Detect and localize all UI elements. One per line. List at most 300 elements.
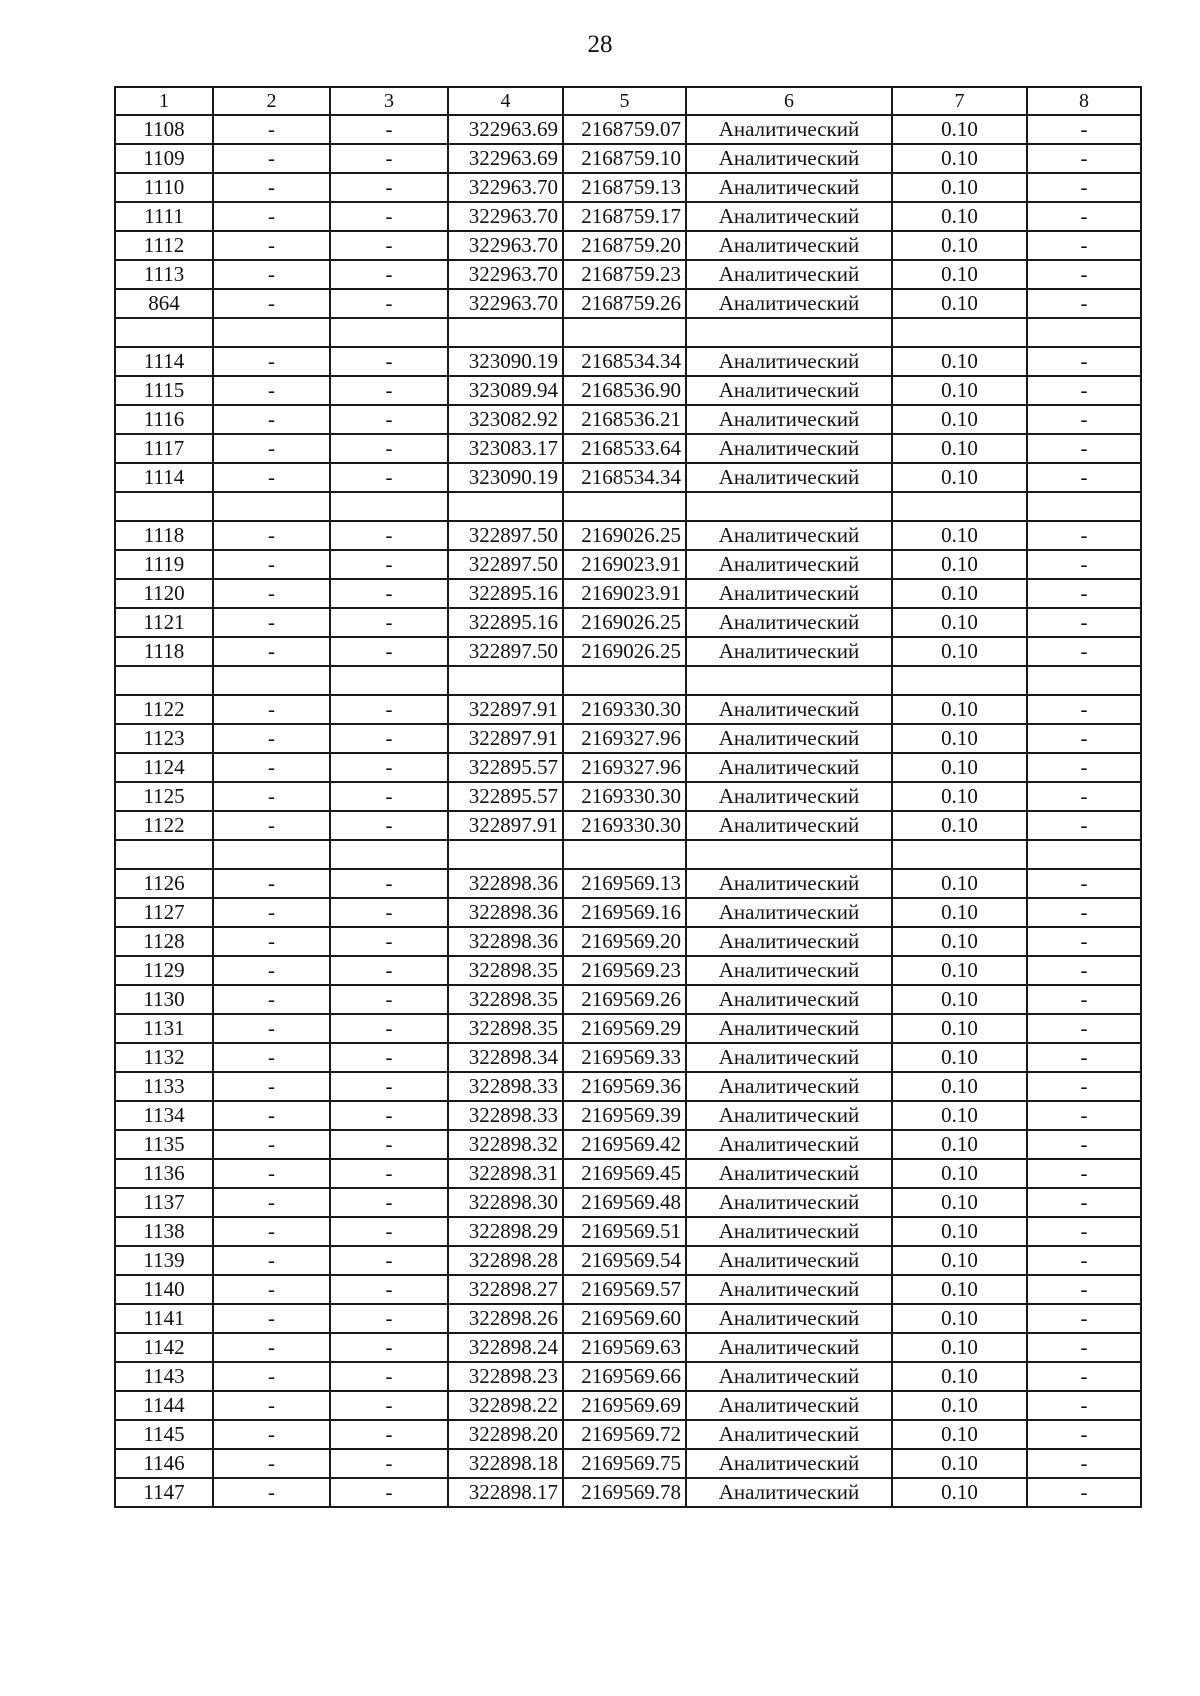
accuracy-cell: 0.10 [892,1159,1027,1188]
accuracy-cell: 0.10 [892,956,1027,985]
col3-cell: - [330,115,448,144]
accuracy-cell: 0.10 [892,550,1027,579]
y-coordinate-cell [563,492,686,521]
point-number-cell: 1116 [115,405,213,434]
method-cell: Аналитический [686,985,892,1014]
table-row [115,608,1141,637]
x-coordinate-cell: 322963.70 [448,260,563,289]
method-cell: Аналитический [686,1391,892,1420]
accuracy-cell [892,492,1027,521]
col8-cell: - [1027,202,1141,231]
col2-cell: - [213,202,330,231]
col8-cell: - [1027,1391,1141,1420]
x-coordinate-cell: 323082.92 [448,405,563,434]
col3-cell: - [330,347,448,376]
col2-cell: - [213,144,330,173]
y-coordinate-cell: 2168759.23 [563,260,686,289]
accuracy-cell: 0.10 [892,1246,1027,1275]
y-coordinate-cell: 2169569.78 [563,1478,686,1507]
point-number-cell: 1112 [115,231,213,260]
y-coordinate-cell: 2169569.63 [563,1333,686,1362]
col8-cell: - [1027,1043,1141,1072]
method-cell [686,666,892,695]
table-row [115,1362,1141,1391]
method-cell: Аналитический [686,434,892,463]
blank-separator-row [115,492,1141,521]
y-coordinate-cell: 2169569.51 [563,1217,686,1246]
accuracy-cell: 0.10 [892,1072,1027,1101]
col8-cell: - [1027,1014,1141,1043]
col2-cell: - [213,724,330,753]
table-row [115,260,1141,289]
table-row [115,579,1141,608]
table-row [115,231,1141,260]
point-number-cell: 1132 [115,1043,213,1072]
method-cell: Аналитический [686,1478,892,1507]
col2-cell [213,492,330,521]
col3-cell: - [330,637,448,666]
accuracy-cell: 0.10 [892,869,1027,898]
y-coordinate-cell: 2169569.33 [563,1043,686,1072]
accuracy-cell: 0.10 [892,173,1027,202]
y-coordinate-cell: 2169569.69 [563,1391,686,1420]
y-coordinate-cell [563,318,686,347]
accuracy-cell: 0.10 [892,927,1027,956]
point-number-cell: 1126 [115,869,213,898]
method-cell: Аналитический [686,521,892,550]
table-row [115,1420,1141,1449]
method-cell: Аналитический [686,550,892,579]
x-coordinate-cell: 322963.70 [448,289,563,318]
method-cell: Аналитический [686,579,892,608]
accuracy-cell: 0.10 [892,376,1027,405]
accuracy-cell: 0.10 [892,695,1027,724]
col2-cell: - [213,231,330,260]
x-coordinate-cell: 322898.26 [448,1304,563,1333]
x-coordinate-cell: 323083.17 [448,434,563,463]
x-coordinate-cell: 322898.24 [448,1333,563,1362]
point-number-cell [115,318,213,347]
x-coordinate-cell: 322898.17 [448,1478,563,1507]
col2-cell: - [213,1478,330,1507]
col8-cell: - [1027,144,1141,173]
col2-cell: - [213,434,330,463]
col3-cell: - [330,985,448,1014]
column-header: 2 [213,87,330,115]
x-coordinate-cell: 322895.16 [448,608,563,637]
y-coordinate-cell: 2169569.16 [563,898,686,927]
blank-separator-row [115,318,1141,347]
y-coordinate-cell: 2169569.48 [563,1188,686,1217]
y-coordinate-cell: 2169569.20 [563,927,686,956]
y-coordinate-cell: 2168759.10 [563,144,686,173]
accuracy-cell: 0.10 [892,144,1027,173]
col3-cell: - [330,1072,448,1101]
method-cell: Аналитический [686,811,892,840]
point-number-cell: 864 [115,289,213,318]
column-header: 1 [115,87,213,115]
accuracy-cell: 0.10 [892,1130,1027,1159]
y-coordinate-cell: 2169023.91 [563,579,686,608]
accuracy-cell: 0.10 [892,1304,1027,1333]
method-cell: Аналитический [686,898,892,927]
point-number-cell: 1122 [115,811,213,840]
x-coordinate-cell: 322898.32 [448,1130,563,1159]
col2-cell: - [213,115,330,144]
table-row [115,405,1141,434]
col3-cell: - [330,1362,448,1391]
x-coordinate-cell: 322963.69 [448,144,563,173]
col8-cell: - [1027,1101,1141,1130]
col2-cell: - [213,1275,330,1304]
method-cell: Аналитический [686,1130,892,1159]
x-coordinate-cell: 322898.23 [448,1362,563,1391]
table-row [115,550,1141,579]
point-number-cell: 1147 [115,1478,213,1507]
method-cell: Аналитический [686,956,892,985]
col2-cell: - [213,521,330,550]
col3-cell: - [330,1304,448,1333]
col2-cell: - [213,463,330,492]
column-header: 4 [448,87,563,115]
method-cell: Аналитический [686,1014,892,1043]
point-number-cell: 1144 [115,1391,213,1420]
col3-cell: - [330,579,448,608]
y-coordinate-cell: 2169026.25 [563,637,686,666]
column-header: 6 [686,87,892,115]
accuracy-cell [892,666,1027,695]
column-header: 7 [892,87,1027,115]
point-number-cell: 1118 [115,521,213,550]
col3-cell: - [330,289,448,318]
point-number-cell: 1121 [115,608,213,637]
method-cell [686,492,892,521]
x-coordinate-cell: 322897.91 [448,724,563,753]
point-number-cell: 1145 [115,1420,213,1449]
table-row [115,1159,1141,1188]
col2-cell: - [213,1072,330,1101]
x-coordinate-cell: 322898.18 [448,1449,563,1478]
x-coordinate-cell: 322963.70 [448,202,563,231]
y-coordinate-cell: 2169569.54 [563,1246,686,1275]
col3-cell: - [330,1449,448,1478]
col3-cell: - [330,144,448,173]
point-number-cell [115,492,213,521]
table-row [115,202,1141,231]
accuracy-cell: 0.10 [892,1333,1027,1362]
method-cell: Аналитический [686,144,892,173]
col2-cell: - [213,1362,330,1391]
y-coordinate-cell: 2168759.26 [563,289,686,318]
column-header: 3 [330,87,448,115]
col3-cell: - [330,869,448,898]
col2-cell: - [213,811,330,840]
accuracy-cell: 0.10 [892,782,1027,811]
accuracy-cell: 0.10 [892,579,1027,608]
table-row [115,1391,1141,1420]
col8-cell: - [1027,1420,1141,1449]
col8-cell: - [1027,811,1141,840]
col2-cell: - [213,637,330,666]
col3-cell [330,492,448,521]
col8-cell: - [1027,1159,1141,1188]
col2-cell: - [213,1304,330,1333]
col8-cell: - [1027,260,1141,289]
y-coordinate-cell: 2169330.30 [563,782,686,811]
col3-cell: - [330,811,448,840]
col3-cell: - [330,463,448,492]
col2-cell: - [213,1246,330,1275]
col8-cell: - [1027,927,1141,956]
table-row [115,1014,1141,1043]
x-coordinate-cell: 322895.16 [448,579,563,608]
point-number-cell: 1123 [115,724,213,753]
col3-cell [330,666,448,695]
x-coordinate-cell: 322898.22 [448,1391,563,1420]
table-row [115,289,1141,318]
col2-cell [213,840,330,869]
col3-cell: - [330,1014,448,1043]
col2-cell: - [213,376,330,405]
y-coordinate-cell: 2169569.36 [563,1072,686,1101]
accuracy-cell: 0.10 [892,1101,1027,1130]
table-row [115,927,1141,956]
accuracy-cell: 0.10 [892,1188,1027,1217]
col3-cell: - [330,550,448,579]
col3-cell: - [330,434,448,463]
y-coordinate-cell: 2169569.39 [563,1101,686,1130]
accuracy-cell: 0.10 [892,1275,1027,1304]
col3-cell: - [330,260,448,289]
table-row [115,1246,1141,1275]
table-row [115,1478,1141,1507]
col3-cell: - [330,608,448,637]
point-number-cell: 1127 [115,898,213,927]
accuracy-cell: 0.10 [892,898,1027,927]
method-cell: Аналитический [686,173,892,202]
y-coordinate-cell: 2168534.34 [563,463,686,492]
x-coordinate-cell: 322897.50 [448,521,563,550]
col3-cell: - [330,1420,448,1449]
accuracy-cell [892,840,1027,869]
col2-cell: - [213,1014,330,1043]
col8-cell: - [1027,898,1141,927]
col8-cell: - [1027,1478,1141,1507]
table-row [115,637,1141,666]
col2-cell: - [213,927,330,956]
y-coordinate-cell: 2169026.25 [563,608,686,637]
page-number: 28 [587,31,613,58]
method-cell: Аналитический [686,1246,892,1275]
col8-cell: - [1027,724,1141,753]
col8-cell: - [1027,956,1141,985]
col3-cell [330,840,448,869]
point-number-cell: 1142 [115,1333,213,1362]
col3-cell: - [330,405,448,434]
method-cell: Аналитический [686,260,892,289]
table-row [115,1304,1141,1333]
table-row [115,1130,1141,1159]
method-cell: Аналитический [686,1449,892,1478]
col8-cell: - [1027,869,1141,898]
col2-cell: - [213,1217,330,1246]
table-body [115,115,1141,1507]
point-number-cell: 1128 [115,927,213,956]
method-cell: Аналитический [686,405,892,434]
col8-cell: - [1027,376,1141,405]
x-coordinate-cell: 323090.19 [448,463,563,492]
col8-cell: - [1027,1188,1141,1217]
table-row [115,521,1141,550]
col3-cell: - [330,1275,448,1304]
col3-cell: - [330,1217,448,1246]
y-coordinate-cell: 2168534.34 [563,347,686,376]
x-coordinate-cell [448,492,563,521]
point-number-cell: 1136 [115,1159,213,1188]
accuracy-cell: 0.10 [892,753,1027,782]
table-row [115,1449,1141,1478]
y-coordinate-cell: 2169327.96 [563,724,686,753]
col8-cell: - [1027,347,1141,376]
method-cell: Аналитический [686,1304,892,1333]
y-coordinate-cell: 2168536.90 [563,376,686,405]
table-row [115,985,1141,1014]
x-coordinate-cell: 322898.20 [448,1420,563,1449]
point-number-cell: 1134 [115,1101,213,1130]
y-coordinate-cell: 2169569.57 [563,1275,686,1304]
column-header: 8 [1027,87,1141,115]
table-row [115,956,1141,985]
y-coordinate-cell: 2168533.64 [563,434,686,463]
x-coordinate-cell: 323090.19 [448,347,563,376]
col2-cell: - [213,260,330,289]
y-coordinate-cell: 2169569.42 [563,1130,686,1159]
method-cell: Аналитический [686,608,892,637]
table-row [115,1188,1141,1217]
col2-cell: - [213,1159,330,1188]
col3-cell: - [330,1478,448,1507]
col8-cell: - [1027,521,1141,550]
col3-cell: - [330,521,448,550]
point-number-cell: 1109 [115,144,213,173]
method-cell: Аналитический [686,869,892,898]
table-row [115,144,1141,173]
col2-cell: - [213,1130,330,1159]
col8-cell: - [1027,550,1141,579]
y-coordinate-cell: 2169327.96 [563,753,686,782]
point-number-cell: 1114 [115,463,213,492]
x-coordinate-cell: 322898.27 [448,1275,563,1304]
col8-cell: - [1027,1362,1141,1391]
col8-cell: - [1027,1072,1141,1101]
col2-cell: - [213,898,330,927]
x-coordinate-cell: 322963.70 [448,231,563,260]
col8-cell: - [1027,753,1141,782]
point-number-cell [115,666,213,695]
col3-cell: - [330,231,448,260]
col8-cell: - [1027,463,1141,492]
method-cell [686,318,892,347]
point-number-cell: 1115 [115,376,213,405]
point-number-cell: 1113 [115,260,213,289]
x-coordinate-cell: 322895.57 [448,782,563,811]
table-row [115,1072,1141,1101]
method-cell: Аналитический [686,202,892,231]
method-cell: Аналитический [686,1043,892,1072]
accuracy-cell: 0.10 [892,405,1027,434]
method-cell: Аналитический [686,1217,892,1246]
accuracy-cell: 0.10 [892,260,1027,289]
method-cell: Аналитический [686,724,892,753]
table-header-row [115,87,1141,115]
col2-cell: - [213,695,330,724]
y-coordinate-cell: 2169330.30 [563,811,686,840]
col2-cell: - [213,1391,330,1420]
col8-cell [1027,840,1141,869]
method-cell: Аналитический [686,927,892,956]
x-coordinate-cell: 322898.28 [448,1246,563,1275]
col8-cell: - [1027,608,1141,637]
point-number-cell: 1122 [115,695,213,724]
y-coordinate-cell: 2169023.91 [563,550,686,579]
point-number-cell: 1139 [115,1246,213,1275]
point-number-cell: 1140 [115,1275,213,1304]
table-row [115,434,1141,463]
col3-cell: - [330,202,448,231]
y-coordinate-cell: 2168536.21 [563,405,686,434]
method-cell: Аналитический [686,1159,892,1188]
accuracy-cell: 0.10 [892,115,1027,144]
col3-cell: - [330,1246,448,1275]
col3-cell: - [330,1043,448,1072]
accuracy-cell: 0.10 [892,985,1027,1014]
y-coordinate-cell: 2169569.60 [563,1304,686,1333]
column-header: 5 [563,87,686,115]
y-coordinate-cell: 2168759.20 [563,231,686,260]
x-coordinate-cell: 322963.70 [448,173,563,202]
accuracy-cell: 0.10 [892,1391,1027,1420]
col8-cell: - [1027,695,1141,724]
col3-cell: - [330,695,448,724]
accuracy-cell: 0.10 [892,434,1027,463]
method-cell: Аналитический [686,347,892,376]
col3-cell: - [330,1188,448,1217]
col2-cell [213,666,330,695]
method-cell: Аналитический [686,1188,892,1217]
col8-cell: - [1027,985,1141,1014]
col8-cell: - [1027,1275,1141,1304]
table-row [115,376,1141,405]
col3-cell: - [330,376,448,405]
point-number-cell: 1111 [115,202,213,231]
x-coordinate-cell: 322897.91 [448,695,563,724]
table-row [115,1275,1141,1304]
x-coordinate-cell: 322898.36 [448,927,563,956]
col2-cell: - [213,1449,330,1478]
method-cell: Аналитический [686,1275,892,1304]
table-row [115,463,1141,492]
method-cell: Аналитический [686,1333,892,1362]
method-cell: Аналитический [686,376,892,405]
method-cell: Аналитический [686,1362,892,1391]
point-number-cell: 1125 [115,782,213,811]
accuracy-cell: 0.10 [892,289,1027,318]
y-coordinate-cell: 2168759.17 [563,202,686,231]
point-number-cell: 1131 [115,1014,213,1043]
table-row [115,1217,1141,1246]
accuracy-cell: 0.10 [892,1043,1027,1072]
accuracy-cell: 0.10 [892,1420,1027,1449]
